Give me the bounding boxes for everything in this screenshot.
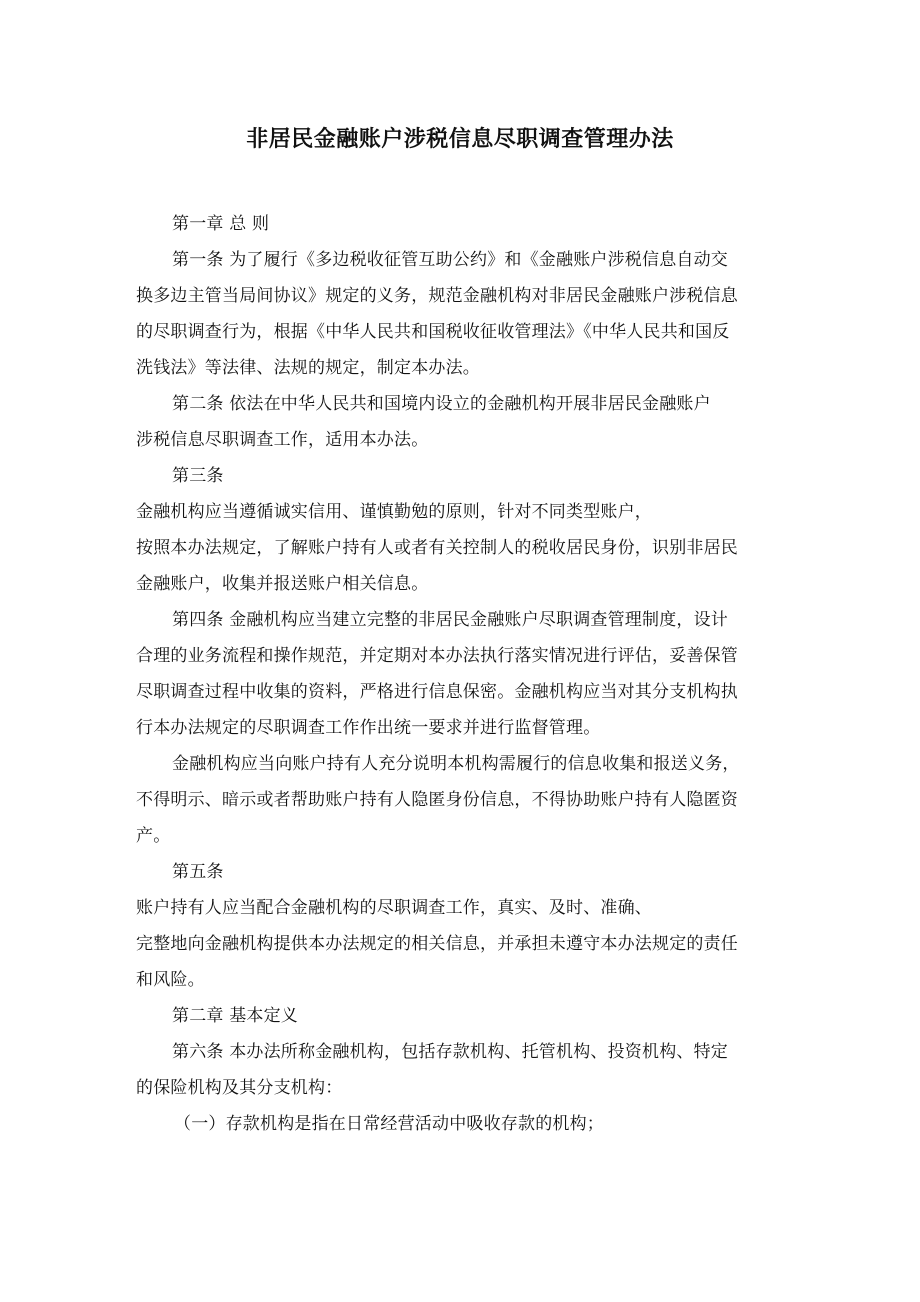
article-heading: 第五条 [172,862,224,882]
article-line: 和风险。 [136,970,205,990]
article-line: 第四条 金融机构应当建立完整的非居民金融账户尽职调查管理制度，设计 [172,610,729,630]
document-title: 非居民金融账户涉税信息尽职调查管理办法 [246,127,674,152]
article-line: 的尽职调查行为，根据《中华人民共和国税收征收管理法》《中华人民共和国反 [136,322,730,342]
article-line: 不得明示、暗示或者帮助账户持有人隐匿身份信息，不得协助账户持有人隐匿资 [136,790,738,810]
article-line: 金融机构应当遵循诚实信用、谨慎勤勉的原则，针对不同类型账户， [136,502,652,522]
article-line: 合理的业务流程和操作规范，并定期对本办法执行落实情况进行评估，妥善保管 [136,646,738,666]
article-line: 尽职调查过程中收集的资料，严格进行信息保密。金融机构应当对其分支机构执 [136,682,738,702]
article-line: 按照本办法规定，了解账户持有人或者有关控制人的税收居民身份，识别非居民 [136,538,738,558]
article-line: 第二条 依法在中华人民共和国境内设立的金融机构开展非居民金融账户 [172,394,711,414]
article-line: 行本办法规定的尽职调查工作作出统一要求并进行监督管理。 [136,718,601,738]
article-line: 第一条 为了履行《多边税收征管互助公约》和《金融账户涉税信息自动交 [172,250,729,270]
document-body [136,206,786,1142]
article-line: 金融账户，收集并报送账户相关信息。 [136,574,429,594]
chapter-heading: 第一章 总 则 [172,214,270,234]
article-heading: 第三条 [172,466,224,486]
chapter-heading: 第二章 基本定义 [172,1006,299,1026]
article-line: 完整地向金融机构提供本办法规定的相关信息，并承担未遵守本办法规定的责任 [136,934,738,954]
article-line: 的保险机构及其分支机构： [136,1078,343,1098]
list-item: （一）存款机构是指在日常经营活动中吸收存款的机构； [174,1114,604,1134]
article-line: 洗钱法》等法律、法规的规定，制定本办法。 [136,358,480,378]
article-line: 第六条 本办法所称金融机构，包括存款机构、托管机构、投资机构、特定 [172,1042,729,1062]
article-line: 涉税信息尽职调查工作，适用本办法。 [136,430,429,450]
article-line: 产。 [136,826,171,846]
article-line: 金融机构应当向账户持有人充分说明本机构需履行的信息收集和报送义务， [172,754,740,774]
article-line: 账户持有人应当配合金融机构的尽职调查工作，真实、及时、准确、 [136,898,652,918]
article-line: 换多边主管当局间协议》规定的义务，规范金融机构对非居民金融账户涉税信息 [136,286,738,306]
